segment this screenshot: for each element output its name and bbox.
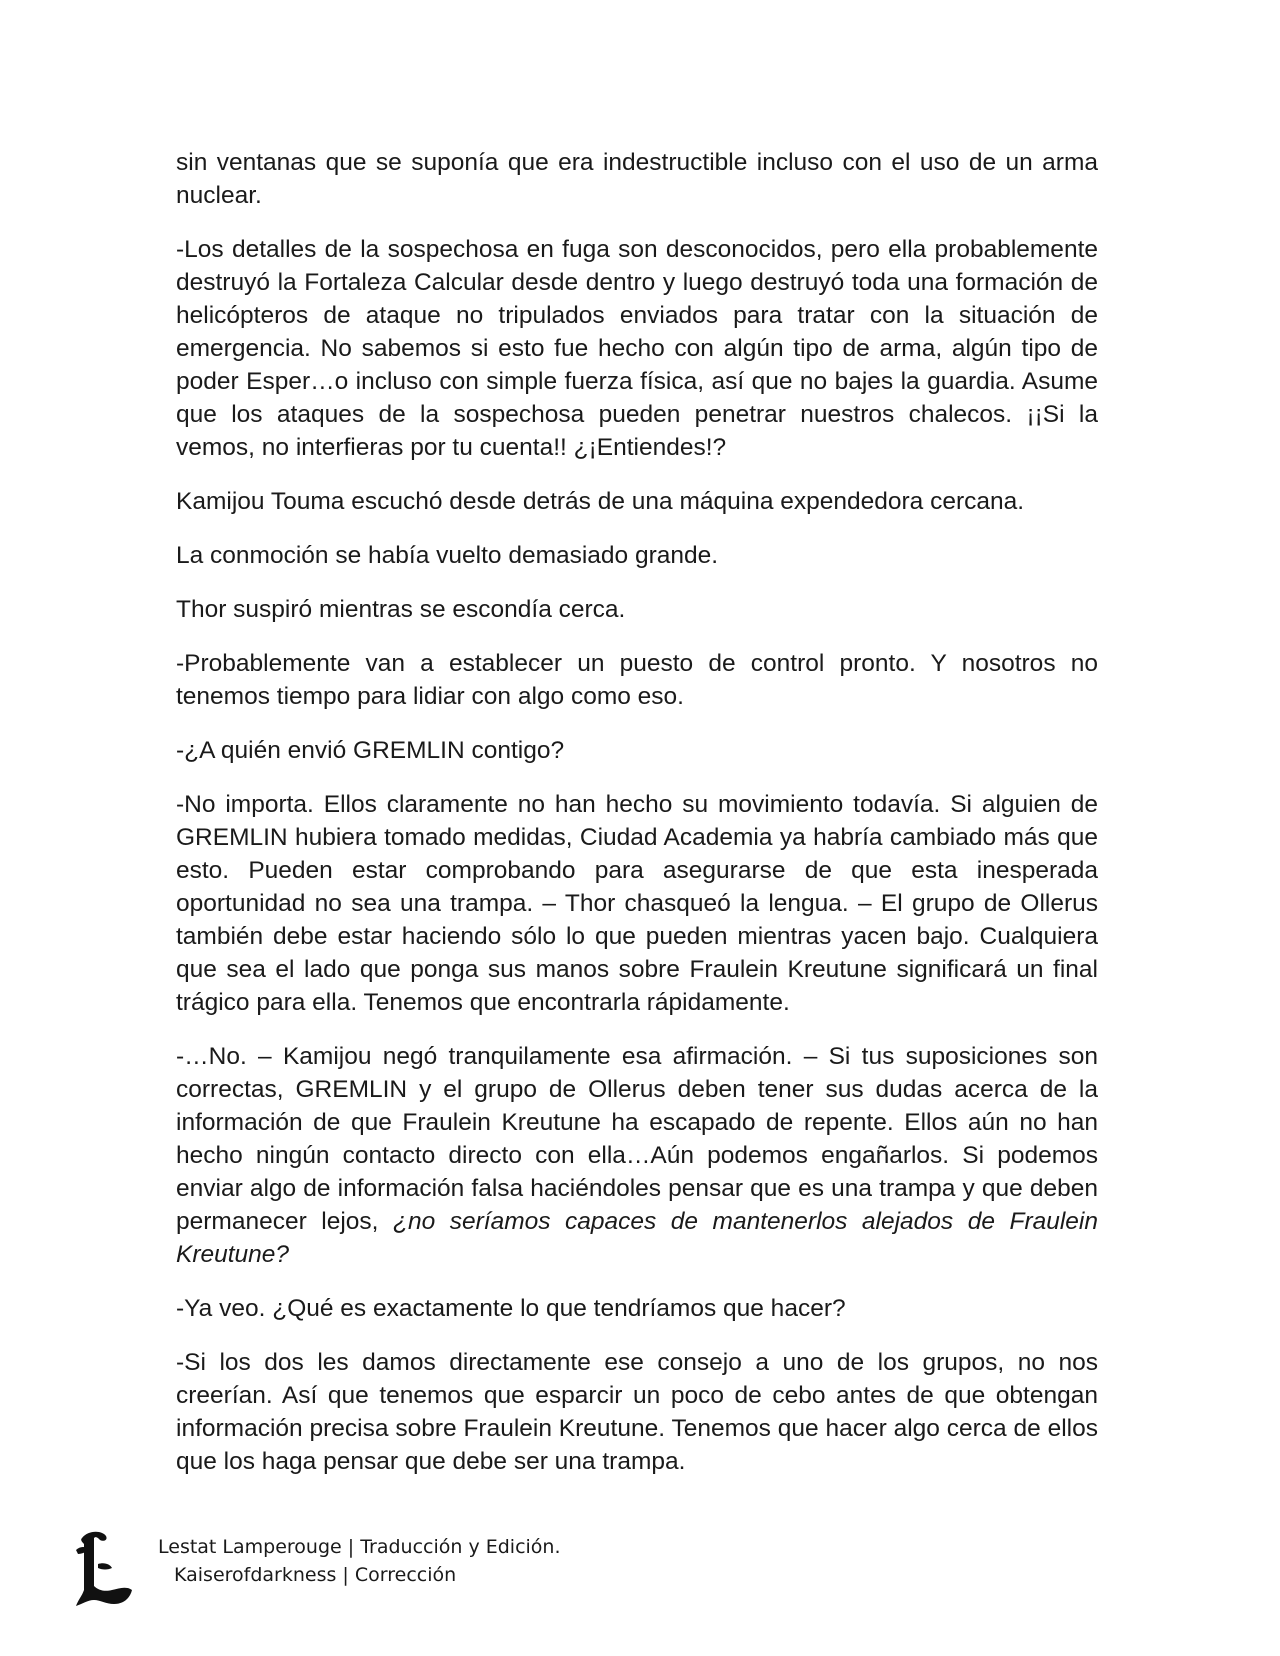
- paragraph: sin ventanas que se suponía que era indestructible incluso con el uso de un arma nuclear.: [176, 149, 1098, 209]
- paragraph: -Si los dos les damos directamente ese consejo a uno de los grupos, no nos creerían. Así que tenemos que esparcir un poco de cebo antes de que obtengan información precisa sobre Fraulein Kreutune. Tenemos que hacer algo cerca de ellos que los haga pensar que debe ser una trampa.: [176, 1349, 1098, 1475]
- paragraph: -No importa. Ellos claramente no han hecho su movimiento todavía. Si alguien de GREMLIN hubiera tomado medidas, Ciudad Academia ya habría cambiado más que esto. Pueden estar comprobando para asegurarse de que esta inesperada oportunidad no sea una trampa. – Thor chasqueó la lengua. – El grupo de Ollerus también debe estar haciendo sólo lo que pueden mientras yacen bajo. Cualquiera que sea el lado que ponga sus manos sobre Fraulein Kreutune significará un final trágico para ella. Tenemos que encontrarla rápidamente.: [176, 791, 1098, 1016]
- paragraph: -Ya veo. ¿Qué es exactamente lo que tendríamos que hacer?: [176, 1295, 846, 1322]
- paragraph-text: -…No. – Kamijou negó tranquilamente esa afirmación. – Si tus suposiciones son correctas, GREMLIN y el grupo de Ollerus deben tener sus dudas acerca de la información de que Fraulein Kreutune ha escapado de repente. Ellos aún no han hecho ningún contacto directo con ella…Aún podemos engañarlos. Si podemos enviar algo de información falsa haciéndoles pensar que es una trampa y que deben permanecer lejos,: [176, 1043, 1098, 1235]
- paragraph: [176, 1040, 1098, 1271]
- gothic-letter-l-icon: [68, 1528, 138, 1608]
- footer-correction-credit: Kaiserofdarkness | Corrección: [174, 1564, 457, 1586]
- paragraph: -Probablemente van a establecer un puesto de control pronto. Y nosotros no tenemos tiempo para lidiar con algo como eso.: [176, 650, 1098, 710]
- paragraph-italic-text: ¿no seríamos capaces de mantenerlos alejados de Fraulein Kreutune?: [176, 1208, 1098, 1268]
- paragraph: Thor suspiró mientras se escondía cerca.: [176, 596, 626, 623]
- footer-translation-credit: Lestat Lamperouge | Traducción y Edición.: [158, 1536, 561, 1558]
- paragraph: La conmoción se había vuelto demasiado grande.: [176, 542, 719, 569]
- page-footer: [62, 1528, 762, 1628]
- page-body: [176, 146, 1098, 1499]
- paragraph: -Los detalles de la sospechosa en fuga son desconocidos, pero ella probablemente destruyó la Fortaleza Calcular desde dentro y luego destruyó toda una formación de helicópteros de ataque no tripulados enviados para tratar con la situación de emergencia. No sabemos si esto fue hecho con algún tipo de arma, algún tipo de poder Esper…o incluso con simple fuerza física, así que no bajes la guardia. Asume que los ataques de la sospechosa pueden penetrar nuestros chalecos. ¡¡Si la vemos, no interfieras por tu cuenta!! ¿¡Entiendes!?: [176, 236, 1098, 461]
- paragraph: Kamijou Touma escuchó desde detrás de una máquina expendedora cercana.: [176, 488, 1025, 515]
- paragraph: -¿A quién envió GREMLIN contigo?: [176, 737, 565, 764]
